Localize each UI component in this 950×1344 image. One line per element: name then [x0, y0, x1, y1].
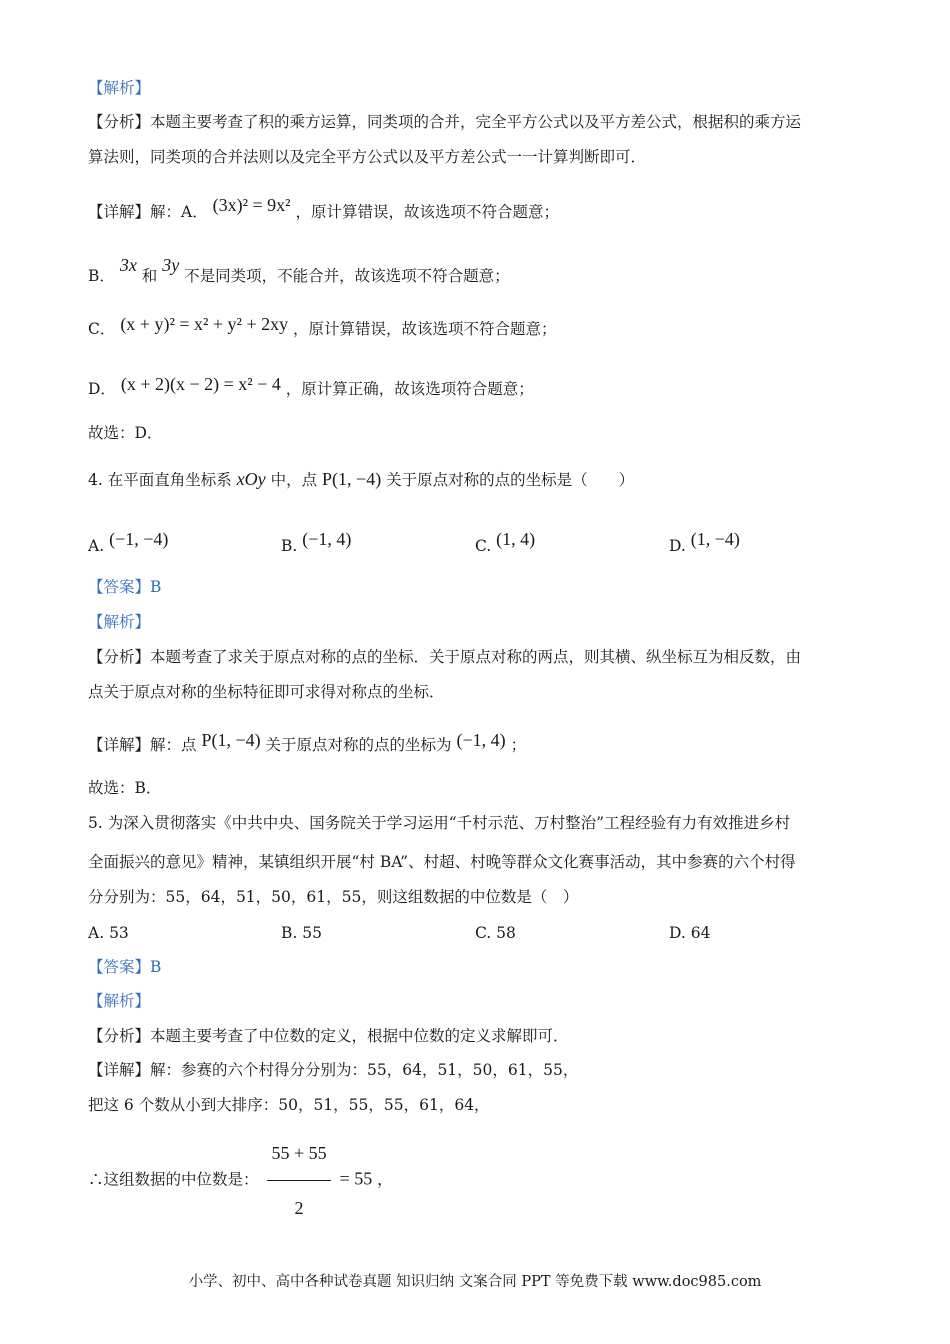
q4-math-point: P(1, −4)	[322, 469, 382, 489]
q4-detail-post: ；	[510, 736, 527, 754]
detail-b	[88, 254, 510, 287]
q4-option-c	[475, 528, 535, 557]
q5-median-post: ，	[377, 1170, 393, 1189]
q5-analysis: 【分析】本题主要考查了中位数的定义，根据中位数的定义求解即可．	[88, 1027, 569, 1045]
q5-median-fraction	[267, 1128, 330, 1233]
q5-jiexi: 【解析】	[88, 992, 151, 1010]
q5-line-1: 5. 为深入贯彻落实《中共中央、国务院关于学习运用“千村示范、万村整治”工程经验有力有效推进乡村	[88, 814, 791, 832]
q4-detail-math2: (−1, 4)	[456, 730, 506, 750]
q5-option-a-label: A.	[88, 924, 105, 942]
page-footer: 小学、初中、高中各种试卷真题 知识归纳 文案合同 PPT 等免费下载 www.doc985.com	[188, 1274, 762, 1290]
q4-option-c-value: (1, 4)	[496, 529, 536, 549]
detail-b-mid: 和	[141, 267, 158, 285]
detail-a-pre: 【详解】解：A．	[88, 203, 208, 221]
q4-option-a-label: A.	[88, 537, 105, 555]
q5-option-b-value: 55	[302, 924, 322, 942]
q5-detail-1: 【详解】解：参赛的六个村得分分别为：55，64，51，50，61，55，	[88, 1061, 579, 1079]
q4-option-b-value: (−1, 4)	[302, 529, 352, 549]
q5-option-d	[669, 922, 710, 944]
jiexi-label: 【解析】	[88, 79, 151, 97]
q4-analysis-2: 点关于原点对称的坐标特征即可求得对称点的坐标．	[88, 683, 445, 701]
q4-analysis-1: 【分析】本题考查了求关于原点对称的点的坐标．关于原点对称的两点，则其横、纵坐标互为相反数，由	[88, 648, 802, 666]
q4-mid: 中，点	[270, 471, 318, 489]
q5-option-a	[88, 922, 129, 944]
q5-median-result: = 55	[339, 1168, 373, 1189]
detail-d-pre: D．	[88, 380, 116, 398]
detail-b-math2: 3y	[162, 255, 180, 275]
conclusion-d: 故选：D．	[88, 424, 163, 442]
q4-jiexi: 【解析】	[88, 613, 151, 631]
q5-median	[88, 1128, 393, 1233]
detail-d-post: ，原计算正确，故该选项符合题意；	[285, 380, 534, 398]
q4-post: 关于原点对称的点的坐标是（ ）	[386, 471, 635, 489]
q5-option-b	[281, 922, 322, 944]
q4-detail	[88, 729, 526, 756]
q5-option-c	[475, 922, 516, 944]
detail-c-pre: C．	[88, 320, 116, 338]
q5-option-c-value: 58	[496, 924, 516, 942]
detail-b-math1: 3x	[119, 255, 137, 275]
q4-option-b	[281, 528, 351, 557]
detail-a-post: ，原计算错误，故该选项不符合题意；	[295, 203, 560, 221]
q5-option-b-label: B.	[281, 924, 298, 942]
q5-line-3: 分分别为：55，64，51，50，61，55，则这组数据的中位数是（ ）	[88, 888, 579, 906]
detail-c-math: (x + y)² = x² + y² + 2xy	[120, 314, 289, 334]
q5-line-2: 全面振兴的意见》精神，某镇组织开展“村 BA”、村超、村晚等群众文化赛事活动，其中参赛的六个村得	[88, 853, 796, 871]
q4-detail-math1: P(1, −4)	[201, 730, 261, 750]
q5-answer: 【答案】B	[88, 958, 162, 976]
q4-option-d-label: D.	[669, 537, 686, 555]
detail-b-post: 不是同类项，不能合并，故该选项不符合题意；	[184, 267, 510, 285]
q4-math-xoy: xOy	[236, 469, 266, 489]
detail-c	[88, 313, 557, 340]
analysis-line-2: 算法则，同类项的合并法则以及完全平方公式以及平方差公式一一计算判断即可．	[88, 148, 647, 166]
q4-conclusion: 故选：B．	[88, 779, 162, 797]
q4-option-d	[669, 528, 740, 557]
fraction-numerator: 55 + 55	[267, 1128, 330, 1181]
q4-detail-pre: 【详解】解：点	[88, 736, 197, 754]
q5-option-d-value: 64	[690, 924, 711, 942]
q5-option-a-value: 53	[109, 924, 129, 942]
q5-median-pre: ∴这组数据的中位数是：	[88, 1170, 259, 1189]
q5-detail-2: 把这 6 个数从小到大排序：50，51，55，55，61，64，	[88, 1096, 490, 1114]
q4-pre: 4. 在平面直角坐标系	[88, 471, 232, 489]
q4-option-a-value: (−1, −4)	[109, 529, 169, 549]
detail-c-post: ，原计算错误，故该选项不符合题意；	[293, 320, 557, 338]
q4-option-d-value: (1, −4)	[690, 529, 740, 549]
q4-option-a	[88, 528, 168, 557]
q5-option-d-label: D.	[669, 924, 686, 942]
q4-option-c-label: C.	[475, 537, 492, 555]
detail-a	[88, 194, 559, 223]
q5-option-c-label: C.	[475, 924, 492, 942]
detail-a-math: (3x)² = 9x²	[212, 195, 291, 215]
analysis-line-1: 【分析】本题主要考查了积的乘方运算，同类项的合并，完全平方公式以及平方差公式，根据积的乘方运	[88, 113, 802, 131]
detail-d	[88, 373, 534, 400]
q4-option-b-label: B.	[281, 537, 298, 555]
detail-b-pre: B．	[88, 267, 115, 285]
question-4	[88, 468, 634, 491]
q4-answer: 【答案】B	[88, 578, 162, 596]
q4-detail-mid: 关于原点对称的点的坐标为	[265, 736, 452, 754]
detail-d-math: (x + 2)(x − 2) = x² − 4	[120, 374, 281, 394]
fraction-denominator: 2	[294, 1198, 304, 1218]
